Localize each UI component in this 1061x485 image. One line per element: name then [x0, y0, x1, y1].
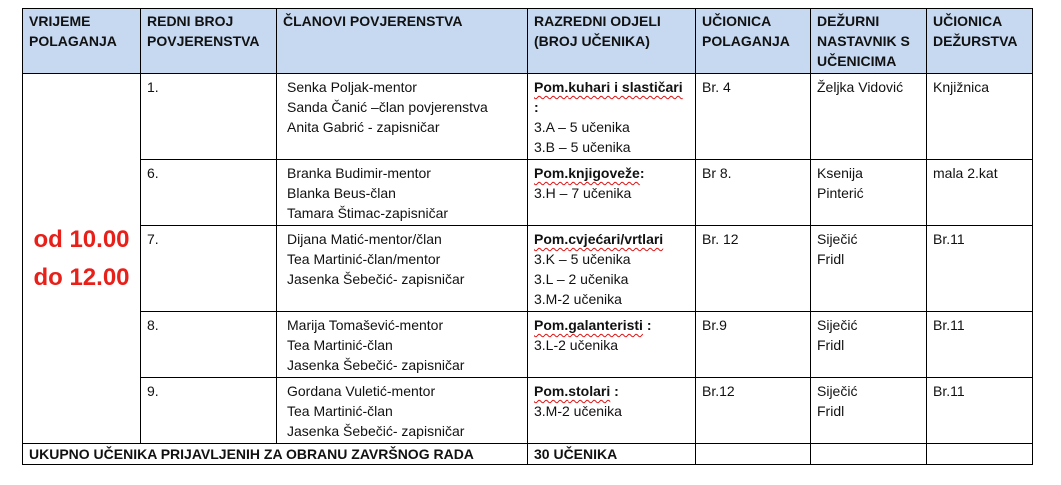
duty-room: mala 2.kat — [927, 160, 1033, 226]
member: Marija Tomašević-mentor — [287, 317, 444, 333]
duty-room: Knjižnica — [927, 74, 1033, 160]
member: Tea Martinić-član/mentor — [287, 251, 441, 267]
commission-no: 1. — [141, 74, 277, 160]
class-count: 3.M-2 učenika — [534, 403, 622, 419]
class-count: 3.M-2 učenika — [534, 291, 622, 307]
table-row — [23, 312, 1033, 378]
program-title: Pom.stolari : — [534, 383, 619, 399]
exam-room: Br. 4 — [696, 74, 811, 160]
total-empty-cell — [696, 444, 811, 465]
total-row — [23, 444, 1033, 465]
member: Tea Martinić-član — [287, 337, 393, 353]
program-title: Pom.kuhari i slastičari : — [534, 79, 683, 115]
members-cell — [277, 160, 528, 226]
time-start: od 10.00 — [33, 225, 130, 253]
members-cell — [277, 378, 528, 444]
member: Sanda Čanić –član povjerenstva — [287, 99, 488, 115]
member: Senka Poljak-mentor — [287, 79, 417, 95]
commission-no: 6. — [141, 160, 277, 226]
members-cell — [277, 312, 528, 378]
total-value: 30 UČENIKA — [528, 444, 696, 465]
classes-cell — [528, 74, 696, 160]
member: Tamara Štimac-zapisničar — [287, 205, 449, 221]
commission-no: 9. — [141, 378, 277, 444]
member: Jasenka Šebečić- zapisničar — [287, 357, 465, 373]
header-duty-room: UČIONICA DEŽURSTVA — [927, 9, 1033, 74]
exam-room: Br.12 — [696, 378, 811, 444]
program-title: Pom.knjigoveže: — [534, 165, 645, 181]
total-empty-cell — [927, 444, 1033, 465]
class-count: 3.H – 7 učenika — [534, 185, 632, 201]
header-classes: RAZREDNI ODJELI (BROJ UČENIKA) — [528, 9, 696, 74]
table-row — [23, 226, 1033, 312]
time-end: do 12.00 — [33, 263, 130, 291]
header-members: ČLANOVI POVJERENSTVA — [277, 9, 528, 74]
total-label: UKUPNO UČENIKA PRIJAVLJENIH ZA OBRANU ZAVRŠNOG RADA — [23, 444, 528, 465]
time-slot-cell — [23, 74, 141, 444]
header-time: VRIJEME POLAGANJA — [23, 9, 141, 74]
commission-no: 7. — [141, 226, 277, 312]
exam-room: Br. 12 — [696, 226, 811, 312]
duty-room: Br.11 — [927, 226, 1033, 312]
class-count: 3.A – 5 učenika — [534, 119, 630, 135]
class-count: 3.B – 5 učenika — [534, 139, 631, 155]
member: Blanka Beus-član — [287, 185, 396, 201]
header-row — [23, 9, 1033, 74]
member: Jasenka Šebečić- zapisničar — [287, 423, 465, 439]
member: Jasenka Šebečić- zapisničar — [287, 271, 465, 287]
commission-no: 8. — [141, 312, 277, 378]
program-title: Pom.galanteristi : — [534, 317, 652, 333]
classes-cell — [528, 378, 696, 444]
class-count: 3.L-2 učenika — [534, 337, 619, 353]
table-row — [23, 74, 1033, 160]
exam-room: Br 8. — [696, 160, 811, 226]
header-commission-no: REDNI BROJ POVJERENSTVA — [141, 9, 277, 74]
exam-schedule-table — [22, 8, 1033, 465]
program-title: Pom.cvjećari/vrtlari — [534, 231, 664, 247]
member: Tea Martinić-član — [287, 403, 393, 419]
duty-teacher: Siječić Fridl — [811, 312, 927, 378]
members-cell — [277, 226, 528, 312]
table-row — [23, 160, 1033, 226]
duty-room: Br.11 — [927, 312, 1033, 378]
class-count: 3.L – 2 učenika — [534, 271, 629, 287]
classes-cell — [528, 312, 696, 378]
duty-teacher: Ksenija Pinterić — [811, 160, 927, 226]
classes-cell — [528, 160, 696, 226]
members-cell — [277, 74, 528, 160]
duty-teacher: Siječić Fridl — [811, 226, 927, 312]
member: Gordana Vuletić-mentor — [287, 383, 436, 399]
exam-room: Br.9 — [696, 312, 811, 378]
header-duty-teacher: DEŽURNI NASTAVNIK S UČENICIMA — [811, 9, 927, 74]
member: Branka Budimir-mentor — [287, 165, 431, 181]
classes-cell — [528, 226, 696, 312]
header-exam-room: UČIONICA POLAGANJA — [696, 9, 811, 74]
member: Dijana Matić-mentor/član — [287, 231, 442, 247]
total-empty-cell — [811, 444, 927, 465]
duty-teacher: Željka Vidović — [811, 74, 927, 160]
duty-teacher: Siječić Fridl — [811, 378, 927, 444]
table-row — [23, 378, 1033, 444]
member: Anita Gabrić - zapisničar — [287, 119, 440, 135]
class-count: 3.K – 5 učenika — [534, 251, 631, 267]
duty-room: Br.11 — [927, 378, 1033, 444]
